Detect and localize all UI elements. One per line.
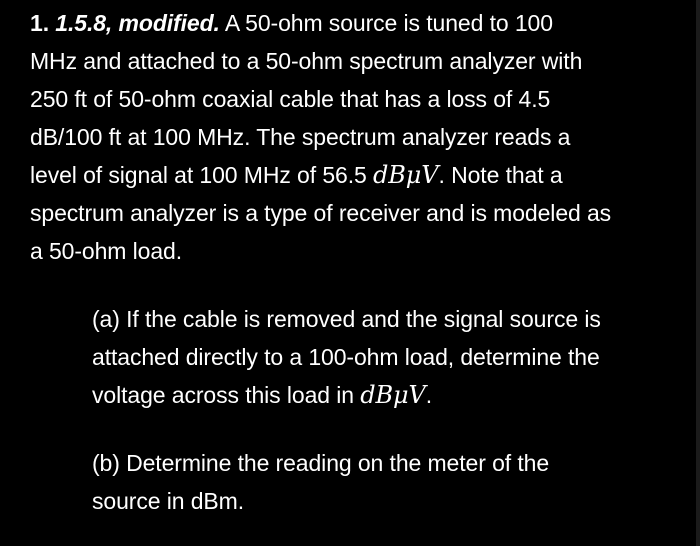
problem-text: 250 ft of 50-ohm coaxial cable that has a loss of 4.5 [30, 86, 551, 112]
part-a-text: voltage across this load in [92, 382, 361, 408]
problem-line-5 [30, 160, 563, 190]
problem-line-6 [30, 198, 611, 228]
problem-text: a 50-ohm load. [30, 238, 183, 264]
problem-line-7 [30, 236, 182, 266]
problem-reference: 1.5.8, modified. [55, 10, 220, 36]
problem-text: MHz and attached to a 50-ohm spectrum analyzer with [30, 48, 583, 74]
problem-text: spectrum analyzer is a type of receiver and is modeled as [30, 200, 612, 226]
problem-line-1 [30, 8, 553, 38]
part-a-text: (a) If the cable is removed and the signal source is [92, 306, 601, 332]
part-a-line-3 [92, 380, 432, 410]
problem-line-2 [30, 46, 582, 76]
part-a-text: attached directly to a 100-ohm load, determine the [92, 344, 600, 370]
problem-text: . Note that a [438, 162, 563, 188]
problem-line-4 [30, 122, 570, 152]
part-a-line-2 [92, 342, 600, 372]
problem-text: A 50-ohm source is tuned to 100 [224, 10, 553, 36]
part-b-line-2 [92, 486, 244, 516]
part-b-line-1 [92, 448, 549, 478]
part-a-line-1 [92, 304, 601, 334]
part-b-text: source in dBm. [92, 488, 244, 514]
right-edge-divider [696, 0, 700, 546]
unit-dbuv: dBμV [372, 161, 439, 189]
problem-text: level of signal at 100 MHz of 56.5 [30, 162, 373, 188]
problem-text: dB/100 ft at 100 MHz. The spectrum analyzer reads a [30, 124, 571, 150]
unit-dbuv: dBμV [360, 381, 426, 409]
problem-line-3 [30, 84, 550, 114]
part-a-text: . [425, 382, 433, 408]
part-b-text: (b) Determine the reading on the meter of the [92, 450, 550, 476]
problem-number: 1. [30, 10, 49, 36]
